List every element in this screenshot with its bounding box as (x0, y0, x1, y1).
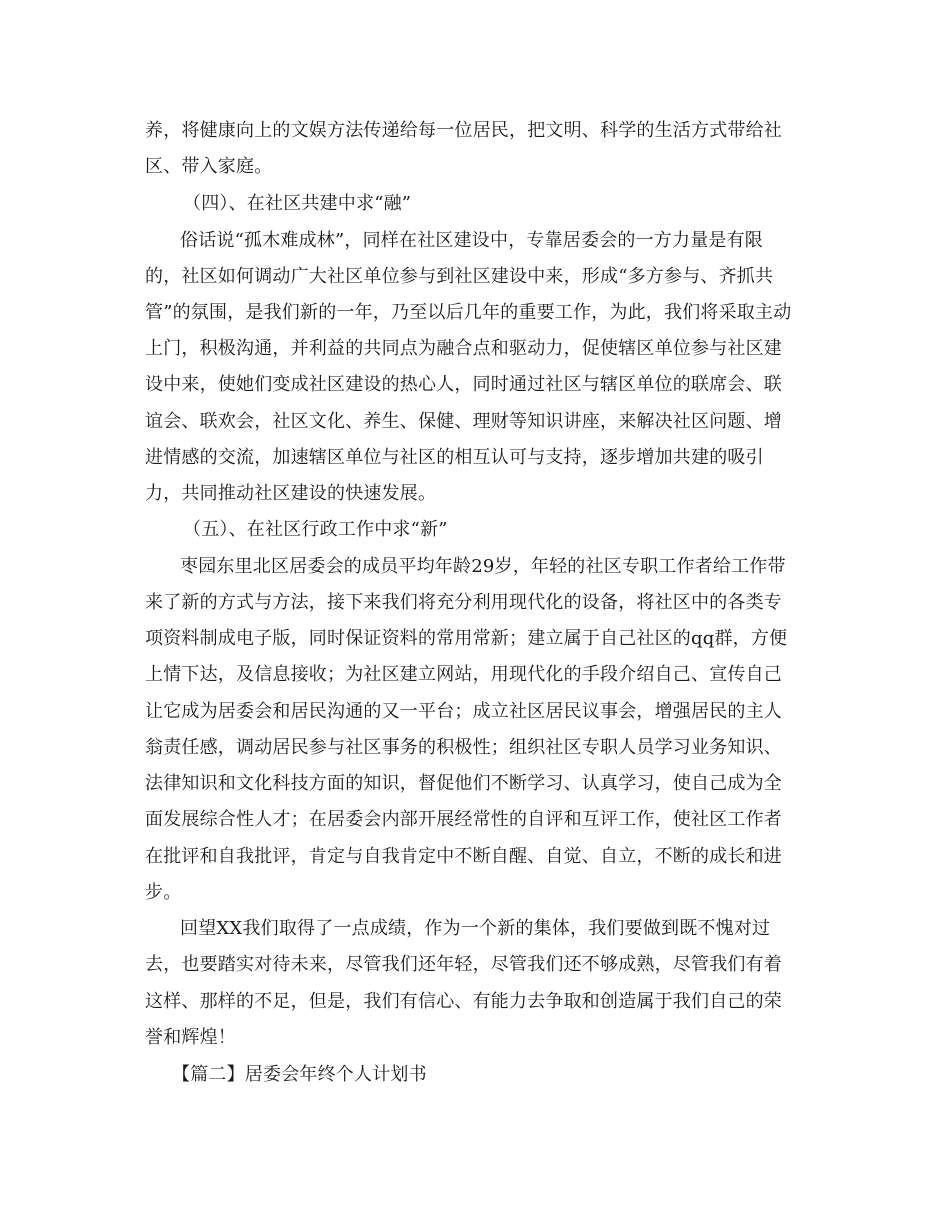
paragraph-line: 步。 (145, 882, 182, 903)
section-heading: （五）、在社区行政工作中求“新” (183, 519, 448, 540)
paragraph-line: 的，社区如何调动广大社区单位参与到社区建设中来，形成“多方参与、齐抓共 (145, 266, 774, 287)
paragraph-line: 项资料制成电子版，同时保证资料的常用常新；建立属于自己社区的qq群，方便 (145, 628, 788, 649)
paragraph-line: 法律知识和文化科技方面的知识，督促他们不断学习、认真学习，使自己成为全 (145, 773, 782, 794)
paragraph-line: 管”的氛围，是我们新的一年，乃至以后几年的重要工作，为此，我们将采取主动 (145, 302, 792, 323)
paragraph-line: 俗话说“孤木难成林”，同样在社区建设中，专靠居委会的一方力量是有限 (180, 230, 764, 251)
paragraph-line: 枣园东里北区居委会的成员平均年龄29岁，年轻的社区专职工作者给工作带 (180, 556, 786, 577)
paragraph-line: 让它成为居委会和居民沟通的又一平台；成立社区居民议事会，增强居民的主人 (145, 701, 782, 722)
paragraph-line: 面发展综合性人才；在居委会内部开展经常性的自评和互评工作，使社区工作者 (145, 809, 782, 830)
paragraph-line: 谊会、联欢会，社区文化、养生、保健、理财等知识讲座，来解决社区问题、增 (145, 411, 782, 432)
paragraph-line: 这样、那样的不足，但是，我们有信心、有能力去争取和创造属于我们自己的荣 (145, 991, 782, 1012)
paragraph-line: 回望XX我们取得了一点成绩，作为一个新的集体，我们要做到既不愧对过 (180, 918, 771, 939)
paragraph-line: 力，共同推动社区建设的快速发展。 (145, 483, 437, 504)
paragraph-line: 区、带入家庭。 (145, 156, 273, 177)
paragraph-line: 翁责任感，调动居民参与社区事务的积极性；组织社区专职人员学习业务知识、 (145, 737, 782, 758)
paragraph-line: 去，也要踏实对待未来，尽管我们还年轻，尽管我们还不够成熟，尽管我们有着 (145, 954, 782, 975)
paragraph-line: 进情感的交流，加速辖区单位与社区的相互认可与支持，逐步增加共建的吸引 (145, 447, 764, 468)
section-heading: （四）、在社区共建中求“融” (183, 193, 412, 214)
paragraph-line: 在批评和自我批评，肯定与自我肯定中不断自醒、自觉、自立，不断的成长和进 (145, 846, 782, 867)
paragraph-line: 设中来，使她们变成社区建设的热心人，同时通过社区与辖区单位的联席会、联 (145, 374, 782, 395)
paragraph-line: 上情下达，及信息接收；为社区建立网站，用现代化的手段介绍自己、宣传自己 (145, 664, 782, 685)
paragraph-line: 养，将健康向上的文娱方法传递给每一位居民，把文明、科学的生活方式带给社 (145, 120, 782, 141)
article-heading: 【篇二】居委会年终个人计划书 (172, 1064, 427, 1085)
paragraph-line: 上门，积极沟通，并利益的共同点为融合点和驱动力，促使辖区单位参与社区建 (145, 338, 782, 359)
paragraph-line: 来了新的方式与方法，接下来我们将充分利用现代化的设备，将社区中的各类专 (145, 592, 782, 613)
paragraph-line: 誉和辉煌！ (145, 1027, 236, 1048)
